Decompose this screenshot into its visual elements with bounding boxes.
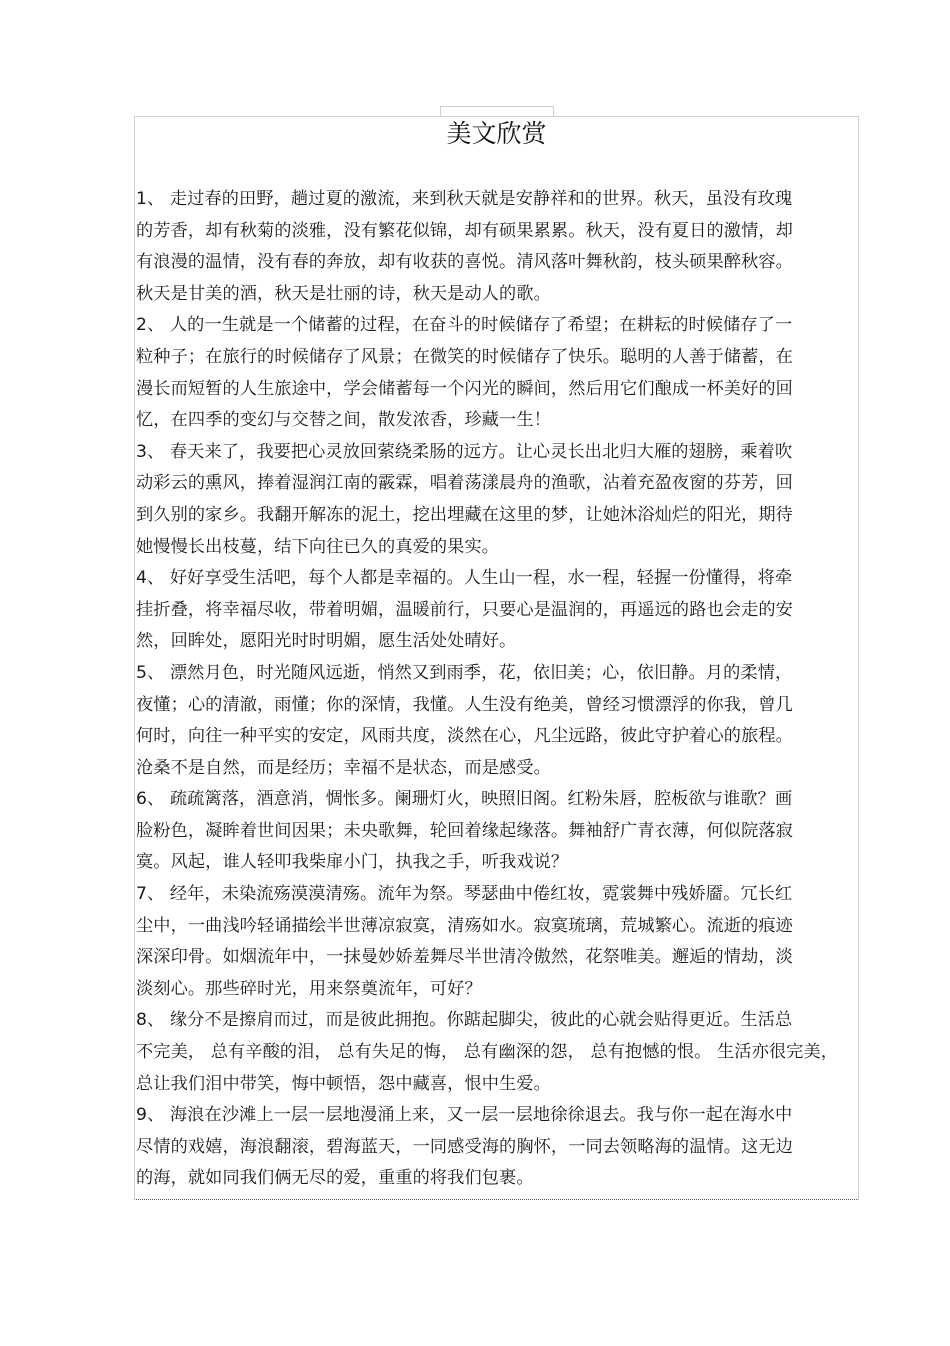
text-line: 然，回眸处，愿阳光时时明媚，愿生活处处晴好。 <box>136 631 517 652</box>
text-line: 夜懂；心的清澈，雨懂；你的深情，我懂。人生没有绝美，曾经习惯漂浮的你我，曾几 <box>136 694 793 715</box>
text-line: 深深印骨。如烟流年中，一抹曼妙娇羞舞尽半世清冷傲然，花祭唯美。邂逅的情劫，淡 <box>136 947 793 968</box>
page-title: 美文欣赏 <box>446 119 547 148</box>
text-line: 有浪漫的温情，没有春的奔放，却有收获的喜悦。清风落叶舞秋韵，枝头硕果醉秋容。 <box>136 252 793 273</box>
text-line: 动彩云的熏风，捧着湿润江南的霰霖，唱着荡漾晨舟的渔歌，沾着充盈夜窗的芬芳，回 <box>136 473 793 494</box>
text-line: 淡刻心。那些碎时光，用来祭奠流年，可好？ <box>136 978 482 999</box>
text-line: 沧桑不是自然，而是经历；幸福不是状态，而是感受。 <box>136 757 551 778</box>
text-line: 总让我们泪中带笑，悔中顿悟，怨中藏喜，恨中生爱。 <box>136 1073 551 1094</box>
text-line: 寞。风起，谁人轻叩我柴扉小门，执我之手，听我戏说？ <box>136 852 569 873</box>
text-line: 3、 春天来了，我要把心灵放回萦绕柔肠的远方。让心灵长出北归大雁的翅膀，乘着吹 <box>136 441 793 462</box>
paragraph-9 <box>136 1100 856 1195</box>
text-line: 她慢慢长出枝蔓，结下向往已久的真爱的果实。 <box>136 536 500 557</box>
paragraph-2 <box>136 310 856 436</box>
text-line: 4、 好好享受生活吧，每个人都是幸福的。人生山一程，水一程，轻握一份懂得，将牵 <box>136 568 793 589</box>
text-line: 挂折叠，将幸福尽收，带着明媚，温暖前行，只要心是温润的，再遥远的路也会走的安 <box>136 599 793 620</box>
text-line: 5、 漂然月色，时光随风远逝，悄然又到雨季，花，依旧美；心，依旧静。月的柔情， <box>136 662 793 683</box>
paragraph-3 <box>136 437 856 563</box>
text-line: 1、 走过春的田野，趟过夏的激流，来到秋天就是安静祥和的世界。秋天，虽没有玫瑰 <box>136 189 793 209</box>
text-line: 何时，向往一种平实的安定，风雨共度，淡然在心，凡尘远路，彼此守护着心的旅程。 <box>136 726 793 747</box>
text-line: 6、 疏疏篱落，酒意消，惆怅多。阑珊灯火，映照旧阁。红粉朱唇，腔板欲与谁歌？画 <box>136 789 793 810</box>
text-line: 到久别的家乡。我翻开解冻的泥土，挖出埋藏在这里的梦，让她沐浴灿烂的阳光，期待 <box>136 504 793 525</box>
text-line: 9、 海浪在沙滩上一层一层地漫涌上来，又一层一层地徐徐退去。我与你一起在海水中 <box>136 1105 793 1126</box>
paragraph-8 <box>136 1005 856 1100</box>
text-line: 7、 经年，未染流殇漠漠清殇。流年为祭。琴瑟曲中倦红妆，霓裳舞中残娇靥。冗长红 <box>136 884 793 905</box>
text-line: 忆，在四季的变幻与交替之间，散发浓香，珍藏一生！ <box>136 410 551 431</box>
text-line: 不完美， 总有辛酸的泪， 总有失足的悔， 总有幽深的怨， 总有抱憾的恨。 生活亦很完美， <box>136 1042 839 1063</box>
paragraph-4 <box>136 563 856 658</box>
text-line: 秋天是甘美的酒，秋天是壮丽的诗，秋天是动人的歌。 <box>136 283 551 304</box>
paragraph-6 <box>136 784 856 879</box>
text-line: 脸粉色，凝眸着世间因果；未央歌舞，轮回着缘起缘落。舞袖舒广青衣薄，何似院落寂 <box>136 820 793 841</box>
paragraph-5 <box>136 658 856 784</box>
text-line: 2、 人的一生就是一个储蓄的过程，在奋斗的时候储存了希望；在耕耘的时候储存了一 <box>136 315 793 336</box>
text-line: 的海，就如同我们俩无尽的爱，重重的将我们包裹。 <box>136 1168 534 1189</box>
text-line: 8、 缘分不是擦肩而过，而是彼此拥抱。你踮起脚尖，彼此的心就会贴得更近。生活总 <box>136 1010 793 1031</box>
text-line: 的芳香，却有秋菊的淡雅，没有繁花似锦，却有硕果累累。秋天，没有夏日的激情，却 <box>136 220 793 241</box>
text-line: 尽情的戏嬉，海浪翻滚，碧海蓝天，一同感受海的胸怀，一同去领略海的温情。这无边 <box>136 1136 793 1157</box>
text-line: 尘中，一曲浅吟轻诵描绘半世薄凉寂寞，清殇如水。寂寞琉璃，荒城繁心。流逝的痕迹 <box>136 915 793 936</box>
text-line: 粒种子；在旅行的时候储存了风景；在微笑的时候储存了快乐。聪明的人善于储蓄，在 <box>136 346 793 367</box>
document-body <box>136 184 856 1195</box>
paragraph-1 <box>136 184 856 310</box>
paragraph-7 <box>136 879 856 1005</box>
text-line: 漫长而短暂的人生旅途中，学会储蓄每一个闪光的瞬间，然后用它们酿成一杯美好的回 <box>136 378 793 399</box>
